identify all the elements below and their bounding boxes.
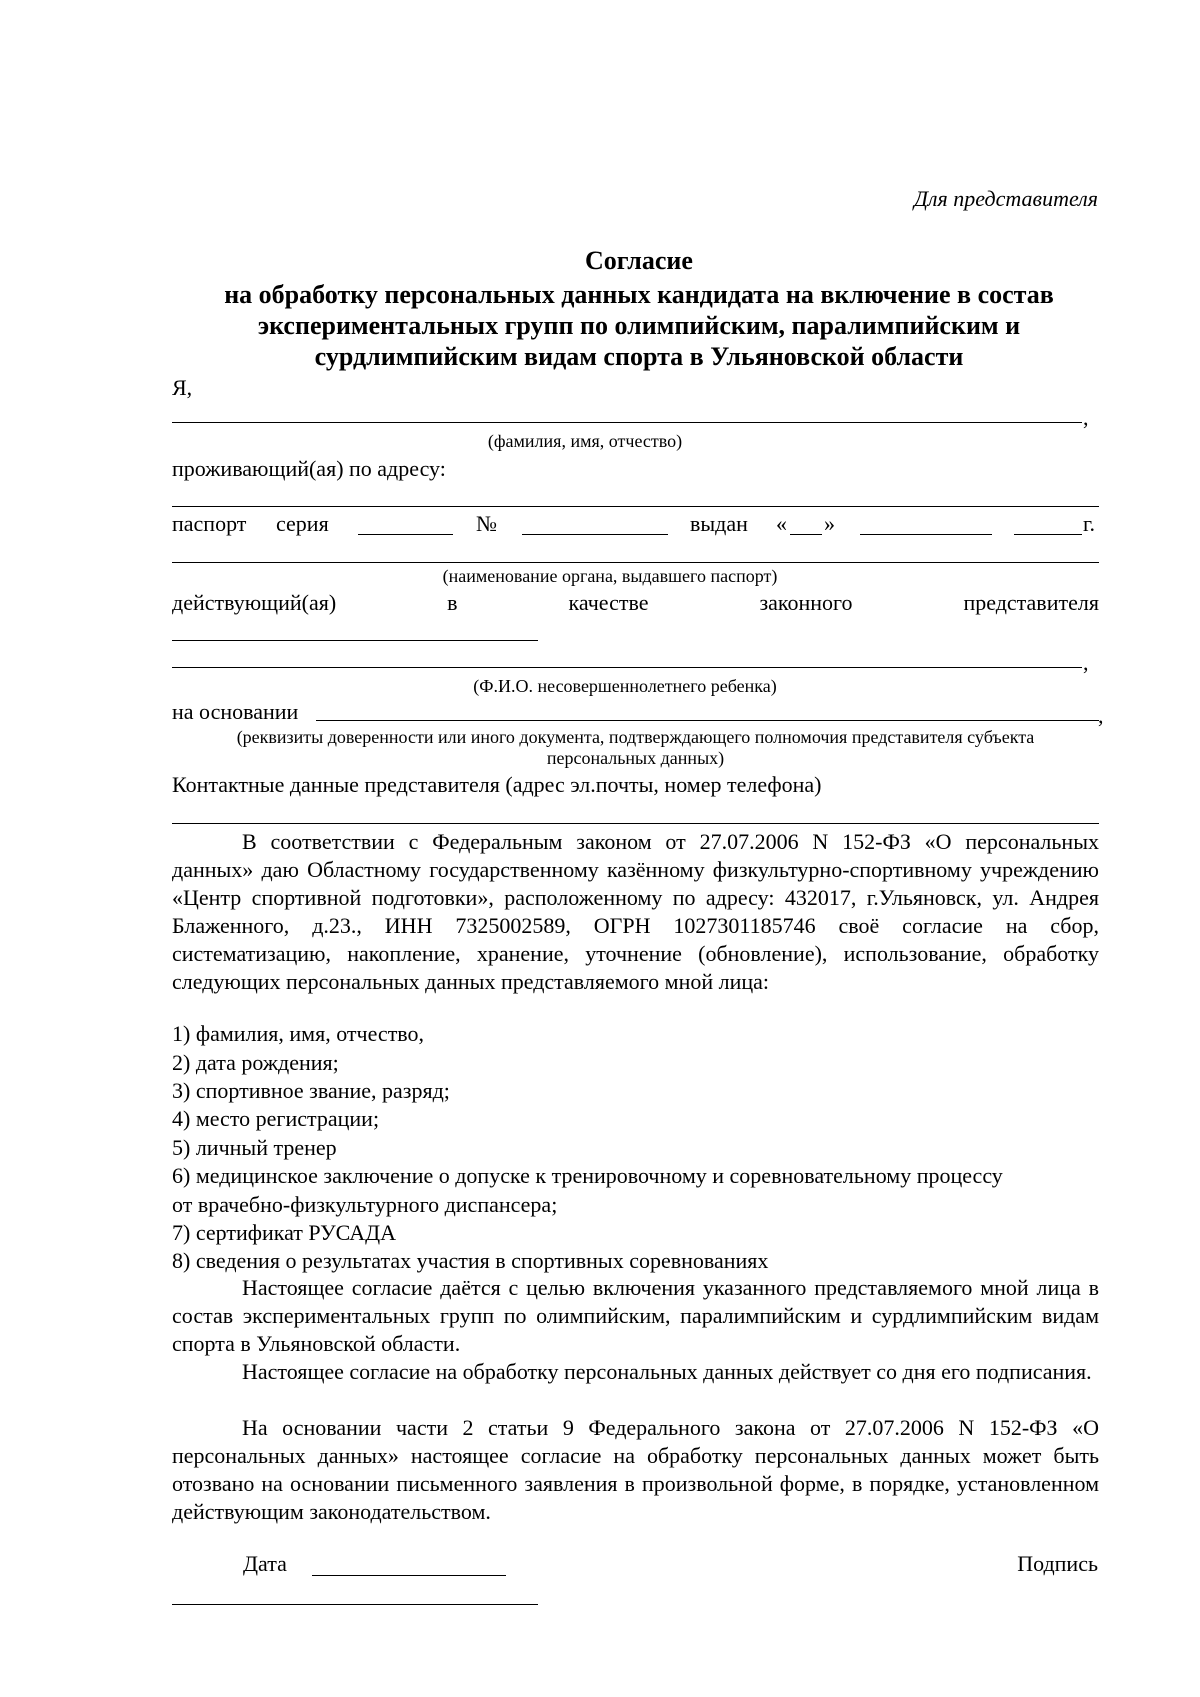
list-item: 2) дата рождения; — [172, 1050, 339, 1075]
issuer-hint: (наименование органа, выдавшего паспорт) — [442, 566, 778, 586]
revocation-paragraph — [172, 1414, 1099, 1526]
acting-word-2: в — [447, 590, 458, 615]
list-item: 4) место регистрации; — [172, 1106, 380, 1131]
acting-word-5: представителя — [963, 590, 1099, 615]
date-field-line[interactable] — [312, 1575, 506, 1576]
issue-year-field[interactable] — [1014, 534, 1082, 535]
document-subtitle-line-2: экспериментальных групп по олимпийским, паралимпийским и — [257, 311, 1021, 340]
child-name-field-line[interactable] — [172, 667, 1082, 668]
acting-word-1: действующий(ая) — [172, 590, 337, 615]
year-suffix: г. — [1083, 511, 1096, 536]
contacts-label: Контактные данные представителя (адрес эл.почты, номер телефона) — [172, 772, 822, 797]
basis-hint-line-1: (реквизиты доверенности или иного документа, подтверждающего полномочия представителя субъекта — [236, 727, 1035, 747]
quote-close: » — [824, 511, 835, 536]
basis-label: на основании — [172, 699, 299, 724]
basis-hint-line-2: персональных данных) — [546, 748, 725, 768]
document-subtitle-line-1: на обработку персональных данных кандидата на включение в состав — [224, 280, 1054, 309]
passport-number-field[interactable] — [522, 534, 668, 535]
revocation-text: На основании части 2 статьи 9 Федерального закона от 27.07.2006 N 152-ФЗ «О персональных данных» настоящее согласие на обработку персональных данных может быть отозвано на основании письменного заявления в произвольной форме, в порядке, установленном действующим законодательством. — [172, 1415, 1099, 1524]
passport-number-label: № — [476, 511, 497, 536]
consent-intro-paragraph — [172, 828, 1099, 996]
document-subtitle-line-3: сурдлимпийским видам спорта в Ульяновской области — [314, 342, 964, 371]
list-item: 8) сведения о результатах участия в спортивных соревнованиях — [172, 1248, 769, 1273]
acting-word-3: качестве — [568, 590, 649, 615]
issue-month-field[interactable] — [860, 534, 992, 535]
basis-field-line[interactable] — [316, 720, 1099, 721]
list-item: 7) сертификат РУСАДА — [172, 1220, 397, 1245]
signature-field-line[interactable] — [172, 1604, 538, 1605]
passport-series-field[interactable] — [358, 534, 453, 535]
representative-field-line[interactable] — [172, 640, 538, 641]
comma: , — [1083, 650, 1089, 675]
quote-open: « — [776, 511, 787, 536]
validity-text: Настоящее согласие на обработку персональных данных действует со дня его подписания. — [242, 1359, 1092, 1384]
purpose-paragraph — [172, 1274, 1099, 1358]
address-label: проживающий(ая) по адресу: — [172, 456, 446, 481]
date-label: Дата — [243, 1551, 287, 1576]
fio-hint: (фамилия, имя, отчество) — [487, 431, 683, 451]
child-name-hint: (Ф.И.О. несовершеннолетнего ребенка) — [473, 676, 777, 696]
document-title: Согласие — [585, 246, 693, 275]
issuer-field-line[interactable] — [172, 562, 1099, 563]
acting-line — [172, 592, 1099, 614]
fio-field-line[interactable] — [172, 422, 1082, 423]
consent-intro-text: В соответствии с Федеральным законом от 27.07.2006 N 152-ФЗ «О персональных данных» даю Областному государственному казённому физкультурно-спортивному учреждению «Центр спортивной подготовки», расположенному по адресу: 432017, г.Ульяновск, ул. Андрея Блаженного, д.23., ИНН 7325002589, ОГРН 1027301185746 своё согласие на сбор, систематизацию, накопление, хранение, уточнение (обновление), использование, обработку следующих персональных данных представляемого мной лица: — [172, 829, 1099, 994]
passport-issued-label: выдан — [690, 511, 748, 536]
list-item: 6) медицинское заключение о допуске к тренировочному и соревновательному процессу — [172, 1163, 1003, 1188]
validity-paragraph — [172, 1358, 1099, 1386]
comma: , — [1098, 703, 1104, 728]
i-label: Я, — [172, 375, 193, 400]
representative-note: Для представителя — [913, 186, 1098, 211]
address-field-line[interactable] — [172, 506, 1099, 507]
purpose-text: Настоящее согласие даётся с целью включения указанного представляемого мной лица в состав экспериментальных групп по олимпийским, паралимпийским и сурдлимпийским видам спорта в Ульяновской области. — [172, 1275, 1099, 1356]
list-item: от врачебно-физкультурного диспансера; — [172, 1192, 558, 1217]
list-item: 1) фамилия, имя, отчество, — [172, 1021, 425, 1046]
acting-word-4: законного — [759, 590, 853, 615]
list-item: 5) личный тренер — [172, 1135, 337, 1160]
contacts-field-line[interactable] — [172, 823, 1099, 824]
list-item: 3) спортивное звание, разряд; — [172, 1078, 450, 1103]
signature-label: Подпись — [1017, 1551, 1098, 1576]
passport-label: паспорт — [172, 511, 247, 536]
issue-day-field[interactable] — [790, 534, 822, 535]
passport-series-label: серия — [276, 511, 329, 536]
comma: , — [1083, 405, 1089, 430]
